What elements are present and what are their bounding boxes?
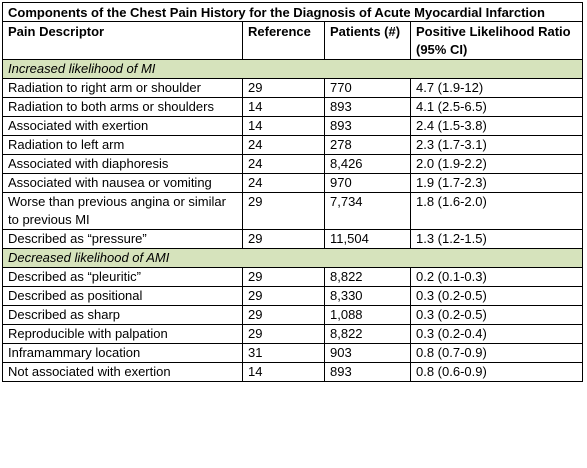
cell-reference: 29 [243, 79, 325, 98]
cell-patients: 7,734 [325, 193, 411, 230]
cell-patients: 970 [325, 174, 411, 193]
cell-reference: 29 [243, 230, 325, 249]
cell-patients: 8,426 [325, 155, 411, 174]
cell-reference: 29 [243, 306, 325, 325]
table-row [3, 344, 583, 363]
cell-pain-descriptor: Described as “pressure” [3, 230, 243, 249]
header-patients: Patients (#) [325, 22, 411, 60]
cell-patients: 893 [325, 98, 411, 117]
header-row [3, 22, 583, 60]
cell-pain-descriptor: Inframammary location [3, 344, 243, 363]
table-row [3, 98, 583, 117]
cell-reference: 29 [243, 268, 325, 287]
cell-patients: 8,822 [325, 268, 411, 287]
cell-positive-lr: 1.8 (1.6-2.0) [411, 193, 583, 230]
cell-pain-descriptor: Radiation to right arm or shoulder [3, 79, 243, 98]
cell-pain-descriptor: Described as “pleuritic” [3, 268, 243, 287]
cell-positive-lr: 2.4 (1.5-3.8) [411, 117, 583, 136]
cell-pain-descriptor: Not associated with exertion [3, 363, 243, 382]
cell-positive-lr: 4.7 (1.9-12) [411, 79, 583, 98]
section-label: Increased likelihood of MI [3, 60, 583, 79]
cell-pain-descriptor: Associated with diaphoresis [3, 155, 243, 174]
cell-patients: 893 [325, 363, 411, 382]
cell-reference: 24 [243, 155, 325, 174]
section-row [3, 60, 583, 79]
table-row [3, 79, 583, 98]
cell-positive-lr: 2.3 (1.7-3.1) [411, 136, 583, 155]
title-row [3, 3, 583, 22]
cell-reference: 24 [243, 136, 325, 155]
cell-pain-descriptor: Reproducible with palpation [3, 325, 243, 344]
section-label: Decreased likelihood of AMI [3, 249, 583, 268]
cell-patients: 903 [325, 344, 411, 363]
table-row [3, 268, 583, 287]
cell-patients: 11,504 [325, 230, 411, 249]
cell-reference: 14 [243, 98, 325, 117]
cell-positive-lr: 1.3 (1.2-1.5) [411, 230, 583, 249]
cell-reference: 24 [243, 174, 325, 193]
cell-pain-descriptor: Described as sharp [3, 306, 243, 325]
cell-reference: 14 [243, 363, 325, 382]
cell-pain-descriptor: Described as positional [3, 287, 243, 306]
table-row [3, 174, 583, 193]
cell-reference: 29 [243, 193, 325, 230]
cell-patients: 893 [325, 117, 411, 136]
cell-pain-descriptor: Worse than previous angina or similar to previous MI [3, 193, 243, 230]
cell-positive-lr: 0.3 (0.2-0.4) [411, 325, 583, 344]
cell-patients: 1,088 [325, 306, 411, 325]
section-row [3, 249, 583, 268]
table-row [3, 325, 583, 344]
table-title: Components of the Chest Pain History for the Diagnosis of Acute Myocardial Infarction [3, 3, 583, 22]
table-row [3, 136, 583, 155]
cell-patients: 278 [325, 136, 411, 155]
header-positive-lr: Positive Likelihood Ratio (95% CI) [411, 22, 583, 60]
cell-pain-descriptor: Associated with nausea or vomiting [3, 174, 243, 193]
cell-positive-lr: 4.1 (2.5-6.5) [411, 98, 583, 117]
cell-reference: 29 [243, 325, 325, 344]
cell-positive-lr: 1.9 (1.7-2.3) [411, 174, 583, 193]
table-row [3, 193, 583, 230]
cell-patients: 770 [325, 79, 411, 98]
table-row [3, 287, 583, 306]
cell-pain-descriptor: Radiation to left arm [3, 136, 243, 155]
header-reference: Reference [243, 22, 325, 60]
cell-positive-lr: 0.2 (0.1-0.3) [411, 268, 583, 287]
cell-reference: 29 [243, 287, 325, 306]
cell-reference: 14 [243, 117, 325, 136]
table-row [3, 306, 583, 325]
chest-pain-lr-table [2, 2, 583, 382]
cell-positive-lr: 0.3 (0.2-0.5) [411, 306, 583, 325]
cell-pain-descriptor: Radiation to both arms or shoulders [3, 98, 243, 117]
cell-positive-lr: 2.0 (1.9-2.2) [411, 155, 583, 174]
header-pain-descriptor: Pain Descriptor [3, 22, 243, 60]
table-container [2, 2, 583, 382]
table-row [3, 230, 583, 249]
cell-pain-descriptor: Associated with exertion [3, 117, 243, 136]
table-row [3, 155, 583, 174]
cell-reference: 31 [243, 344, 325, 363]
table-row [3, 117, 583, 136]
cell-patients: 8,822 [325, 325, 411, 344]
cell-positive-lr: 0.3 (0.2-0.5) [411, 287, 583, 306]
cell-positive-lr: 0.8 (0.6-0.9) [411, 363, 583, 382]
cell-positive-lr: 0.8 (0.7-0.9) [411, 344, 583, 363]
cell-patients: 8,330 [325, 287, 411, 306]
table-row [3, 363, 583, 382]
